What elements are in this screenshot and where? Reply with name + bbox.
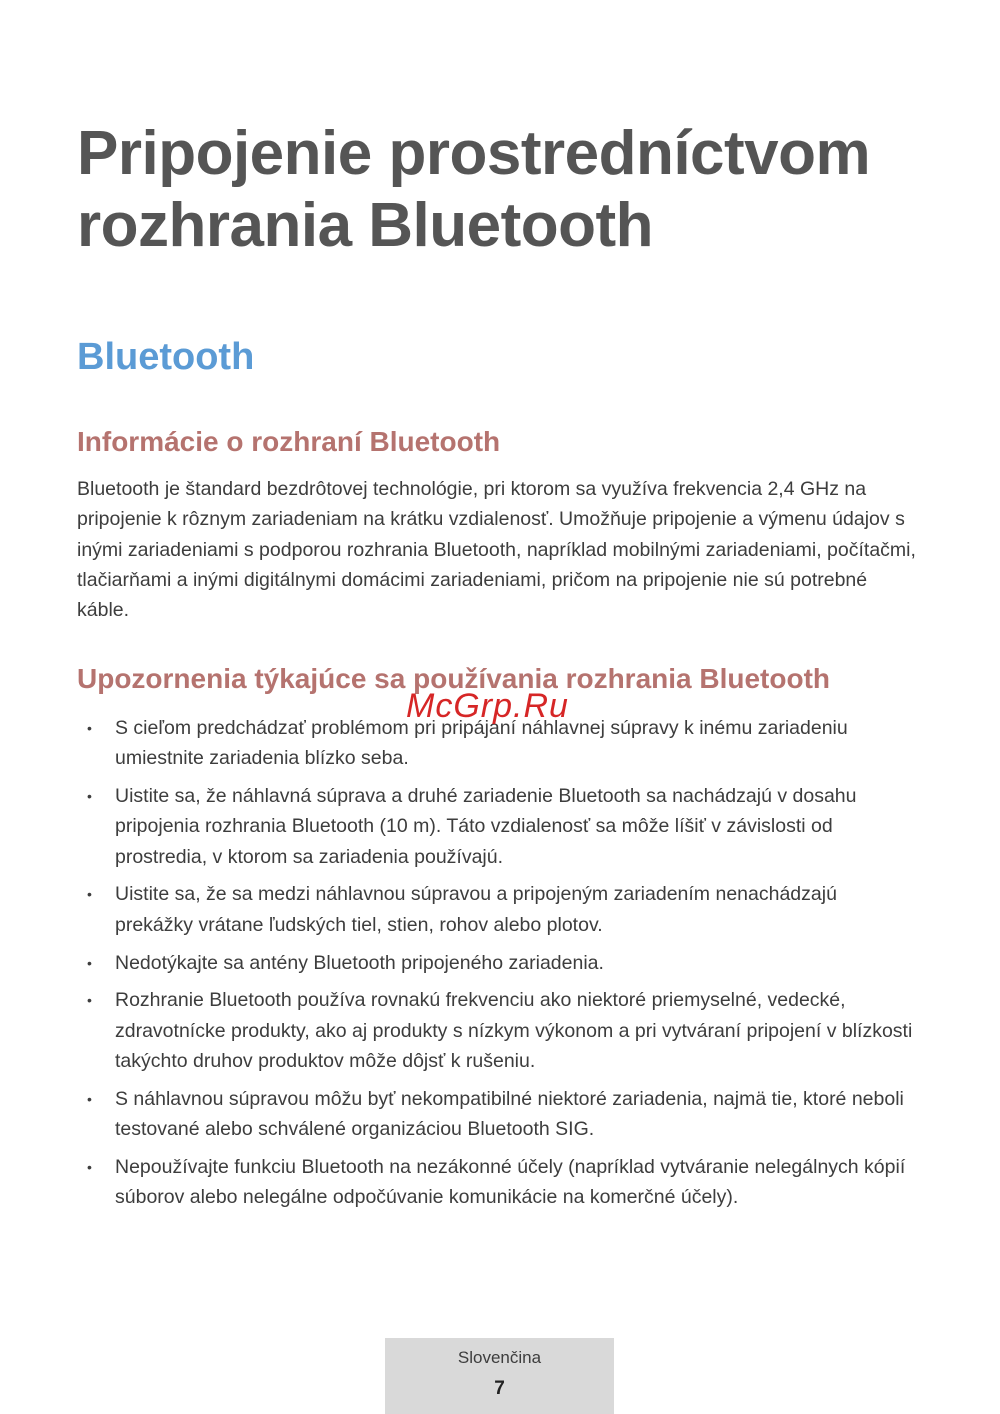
list-item-text: S náhlavnou súpravou môžu byť nekompatibilné niektoré zariadenia, najmä tie, ktoré neboli testované alebo schválené organizáciou Bluetooth SIG.	[115, 1087, 904, 1141]
footer	[385, 1338, 614, 1414]
list-item	[77, 1084, 917, 1145]
list-item	[77, 948, 917, 978]
bullet-icon: •	[87, 1158, 92, 1175]
list-item-text: Uistite sa, že sa medzi náhlavnou súpravou a pripojeným zariadením nenachádzajú prekážky vrátane ľudských tiel, stien, rohov alebo plotov.	[115, 883, 837, 936]
list-item	[77, 879, 917, 940]
list-item-text: S cieľom predchádzať problémom pri pripájaní náhlavnej súpravy k inému zariadeniu umiestnite zariadenia blízko seba.	[115, 717, 848, 770]
watermark: McGrp.Ru	[406, 687, 569, 725]
info-heading: Informácie o rozhraní Bluetooth	[77, 426, 501, 457]
bullet-icon: •	[87, 720, 92, 736]
page-title: Pripojenie prostredníctvom rozhrania Bluetooth	[77, 119, 871, 260]
bullet-icon: •	[87, 992, 92, 1009]
list-item	[77, 781, 917, 872]
bullet-icon: •	[87, 1090, 92, 1107]
section-title: Bluetooth	[77, 336, 255, 378]
list-item-text: Uistite sa, že náhlavná súprava a druhé zariadenie Bluetooth sa nachádzajú v dosahu pripojenia rozhrania Bluetooth (10 m). Táto vzdialenosť sa môže líšiť v závislosti od prostredia, v ktorom sa zariadenia používajú.	[115, 785, 857, 868]
bullet-icon: •	[87, 886, 92, 903]
list-item	[77, 985, 917, 1076]
bullet-icon: •	[87, 788, 92, 805]
page-number: 7	[494, 1378, 505, 1399]
list-item-text: Nepoužívajte funkciu Bluetooth na nezákonné účely (napríklad vytváranie nelegálnych kópií súborov alebo nelegálne odpočúvanie komunikácie na komerčné účely).	[115, 1155, 906, 1209]
list-item	[77, 1152, 917, 1213]
cautions-list	[77, 713, 917, 1220]
cautions-heading: Upozornenia týkajúce sa používania rozhrania Bluetooth	[77, 663, 831, 694]
list-item-text: Rozhranie Bluetooth používa rovnakú frekvenciu ako niektoré priemyselné, vedecké, zdravotnícke produkty, ako aj produkty s nízkym výkonom a pri vytváraní pripojení v blízkosti takýchto druhov produktov môže dôjsť k rušeniu.	[115, 989, 913, 1072]
bullet-icon: •	[87, 954, 92, 971]
list-item-text: Nedotýkajte sa antény Bluetooth pripojeného zariadenia.	[115, 951, 604, 974]
info-paragraph: Bluetooth je štandard bezdrôtovej technológie, pri ktorom sa využíva frekvencia 2,4 GHz na pripojenie k rôznym zariadeniam na krátku vzdialenosť. Umožňuje pripojenie a výmenu údajov s inými zariadeniami s podporou rozhrania Bluetooth, napríklad mobilnými zariadeniami, počítačmi, tlačiarňami a inými digitálnymi domácimi zariadeniami, pričom na pripojenie nie sú potrebné káble.	[77, 478, 916, 622]
footer-language: Slovenčina	[457, 1348, 542, 1367]
